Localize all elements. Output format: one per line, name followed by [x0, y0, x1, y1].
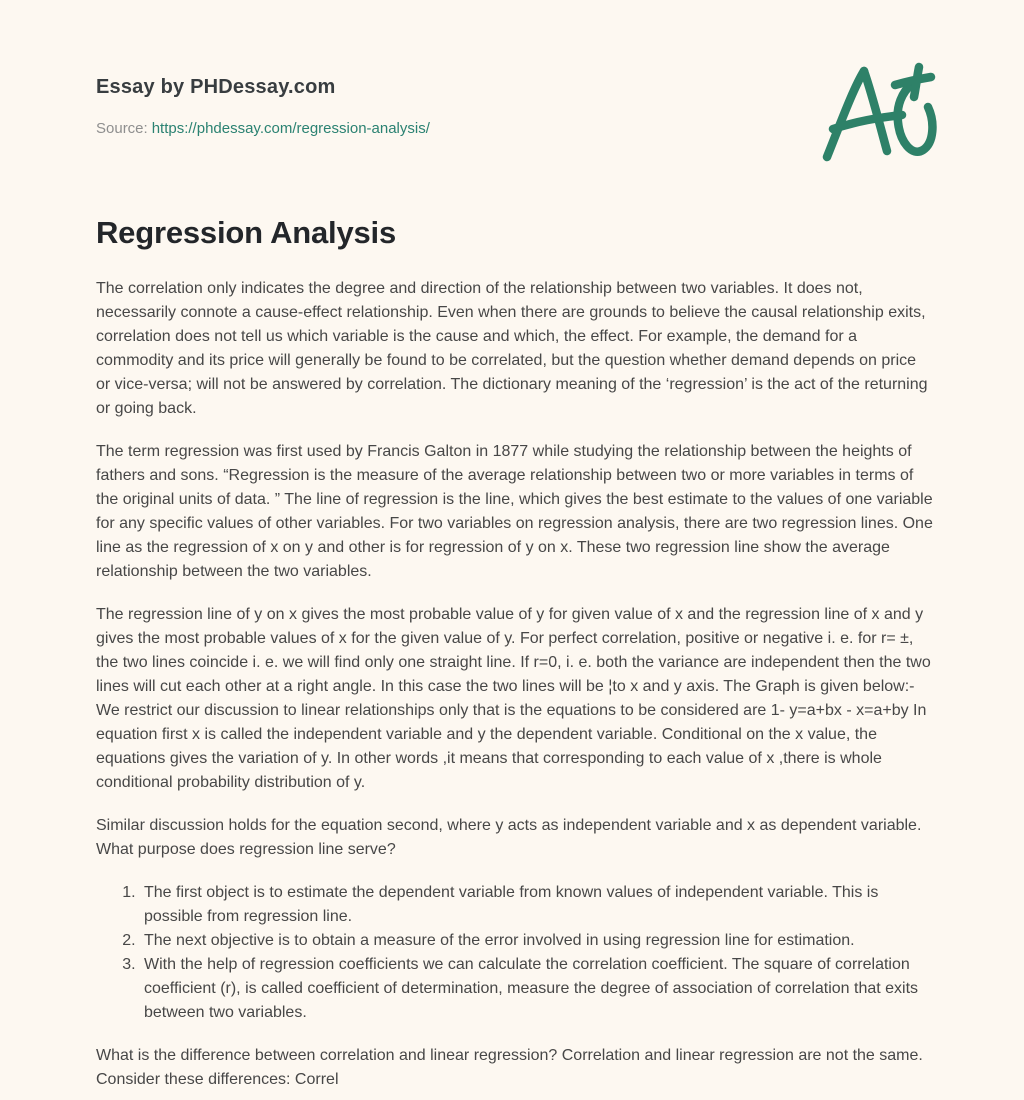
- article-title: Regression Analysis: [96, 215, 397, 250]
- purpose-list: [96, 881, 934, 1025]
- source-row: [96, 120, 934, 137]
- paragraph-closing-truncated: What is the difference between correlation and linear regression? Correlation and linear regression are not the same. Consider these differences: Correl: [96, 1047, 923, 1088]
- paragraph-correlation-intro: The correlation only indicates the degree and direction of the relationship between two variables. It does not, necessarily connote a cause-effect relationship. Even when there are grounds to believe the causal relationship exits, correlation does not tell us which variable is the cause and which, the effect. For example, the demand for a commodity and its price will generally be found to be correlated, but the question whether demand depends on price or vice-versa; will not be answered by correlation. The dictionary meaning of the ‘regression’ is the act of the returning or going back.: [96, 280, 928, 417]
- source-link[interactable]: https://phdessay.com/regression-analysis/: [151, 120, 430, 137]
- list-item: 3. With the help of regression coefficients we can calculate the correlation coefficient. The square of correlation coefficient (r), is called coefficient of determination, measure the degree of association of correlation that exits between two variables.: [140, 953, 934, 1025]
- paragraph-galton-history: The term regression was first used by Francis Galton in 1877 while studying the relationship between the heights of fathers and sons. “Regression is the measure of the average relationship between two or more variables in terms of the original units of data. ” The line of regression is the line, which gives the best estimate to the values of one variable for any specific values of other variables. For two variables on regression analysis, there are two regression lines. One line as the regression of x on y and other is for regression of y on x. These two regression line show the average relationship between the two variables.: [96, 443, 933, 580]
- paragraph-regression-lines: The regression line of y on x gives the most probable value of y for given value of x and the regression line of x and y gives the most probable values of x for the given value of y. For perfect correlation, positive or negative i. e. for r= ±, the two lines coincide i. e. we will find only one straight line. If r=0, i. e. both the variance are independent then the two lines will cut each other at a right angle. In this case the two lines will be ¦to x and y axis. The Graph is given below:- We restrict our discussion to linear relationships only that is the equations to be considered are 1- y=a+bx - x=a+by In equation first x is called the independent variable and y the dependent variable. Conditional on the x value, the equations gives the variation of y. In other words ,it means that corresponding to each value of x ,there is whole conditional probability distribution of y.: [96, 606, 931, 791]
- paragraph-purpose-question: Similar discussion holds for the equation second, where y acts as independent variable and x as dependent variable. What purpose does regression line serve?: [96, 817, 922, 858]
- article-body: [96, 277, 934, 1092]
- list-item: 1. The first object is to estimate the dependent variable from known values of independent variable. This is possible from regression line.: [140, 881, 934, 929]
- source-label: Source:: [96, 120, 148, 137]
- list-item: 2. The next objective is to obtain a measure of the error involved in using regression line for estimation.: [140, 929, 934, 953]
- essay-content: [96, 0, 934, 1092]
- header-brand: Essay by PHDessay.com: [96, 76, 336, 98]
